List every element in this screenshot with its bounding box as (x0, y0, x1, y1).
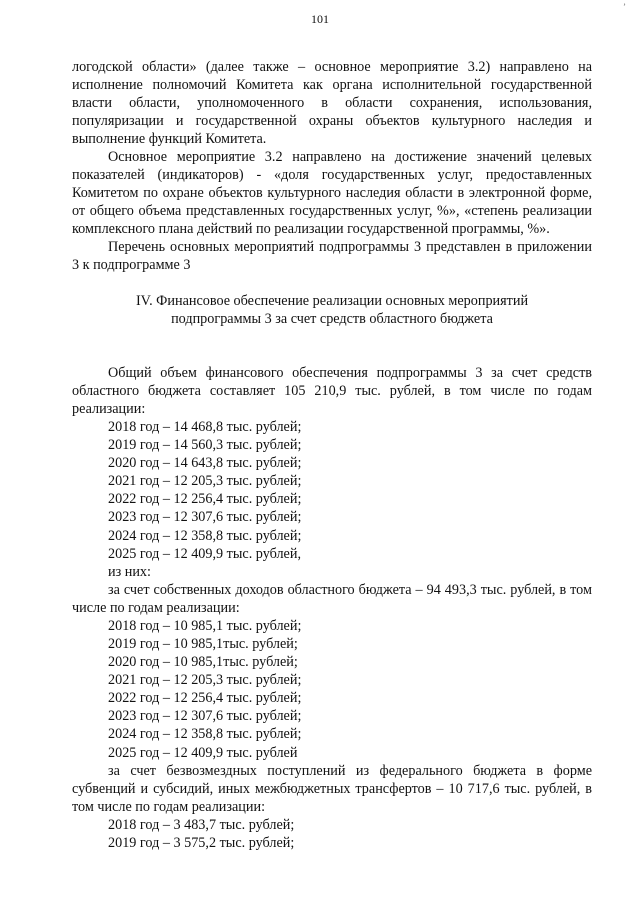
section-heading-line-2: подпрограммы 3 за счет средств областного бюджета (171, 311, 493, 327)
list-item: 2020 год – 14 643,8 тыс. рублей; (108, 455, 302, 472)
list-item: 2021 год – 12 205,3 тыс. рублей; (108, 473, 302, 490)
list-item: 2018 год – 14 468,8 тыс. рублей; (108, 419, 302, 435)
list-item: 2018 год – 3 483,7 тыс. рублей; (108, 816, 295, 833)
page-number: 101 (311, 12, 329, 26)
scan-mark: ʼ (623, 2, 626, 12)
document-body (72, 58, 592, 852)
list-item: 2022 год – 12 256,4 тыс. рублей; (108, 690, 302, 707)
list-item: 2023 год – 12 307,6 тыс. рублей; (108, 509, 302, 526)
own-income-text: за счет собственных доходов областного бюджета – 94 493,3 тыс. рублей, в том числе по годам реализации: (72, 581, 592, 616)
list-item: 2020 год – 10 985,1тыс. рублей; (108, 654, 298, 671)
section-heading (72, 292, 592, 328)
federal-funding-text: за счет безвозмездных поступлений из федерального бюджета в форме субвенций и субсидий, иных межбюджетных трансфертов – 10 717,6 тыс. рублей, в том числе по годам реализации: (72, 762, 592, 815)
intro-paragraph-3: Перечень основных мероприятий подпрограммы 3 представлен в приложении 3 к подпрограмме 3 (72, 239, 592, 273)
intro-continuation: логодской области» (далее также – основное мероприятие 3.2) направлено на исполнение полномочий Комитета как органа исполнительной государственной власти области, уполномоченного в области сохранения, использования, популяризации и государственной охраны объектов культурного наследия и выполнение функций Комитета. (72, 59, 592, 147)
total-financing-text: Общий объем финансового обеспечения подпрограммы 3 за счет средств областного бюджета составляет 105 210,9 тыс. рублей, в том числе по годам реализации: (72, 365, 592, 417)
total-by-year-list (72, 418, 592, 581)
list-item: 2024 год – 12 358,8 тыс. рублей; (108, 726, 302, 743)
of-which-label: из них: (108, 563, 151, 580)
list-item: 2018 год – 10 985,1 тыс. рублей; (108, 617, 302, 634)
list-item: 2025 год – 12 409,9 тыс. рублей, (108, 545, 301, 562)
list-item: 2019 год – 14 560,3 тыс. рублей; (108, 437, 302, 454)
list-item: 2025 год – 12 409,9 тыс. рублей (108, 744, 298, 761)
list-item: 2022 год – 12 256,4 тыс. рублей; (108, 491, 302, 508)
list-item: 2019 год – 10 985,1тыс. рублей; (108, 635, 298, 652)
section-heading-line-1: IV. Финансовое обеспечение реализации основных мероприятий (135, 293, 529, 309)
list-item: 2019 год – 3 575,2 тыс. рублей; (108, 834, 295, 851)
list-item: 2021 год – 12 205,3 тыс. рублей; (108, 672, 302, 689)
federal-by-year-list (72, 816, 592, 852)
list-item: 2024 год – 12 358,8 тыс. рублей; (108, 527, 302, 544)
spacer (72, 328, 592, 364)
intro-paragraph-2: Основное мероприятие 3.2 направлено на достижение значений целевых показателей (индикаторов) - «доля государственных услуг, предоставленных Комитетом по охране объектов культурного наследия области в электронной форме, от общего объема представленных государственных услуг, %», «степень реализации комплексного плана действий по реализации государственной программы, %». (72, 149, 592, 237)
list-item: 2023 год – 12 307,6 тыс. рублей; (108, 708, 302, 725)
own-income-by-year-list (72, 617, 592, 762)
